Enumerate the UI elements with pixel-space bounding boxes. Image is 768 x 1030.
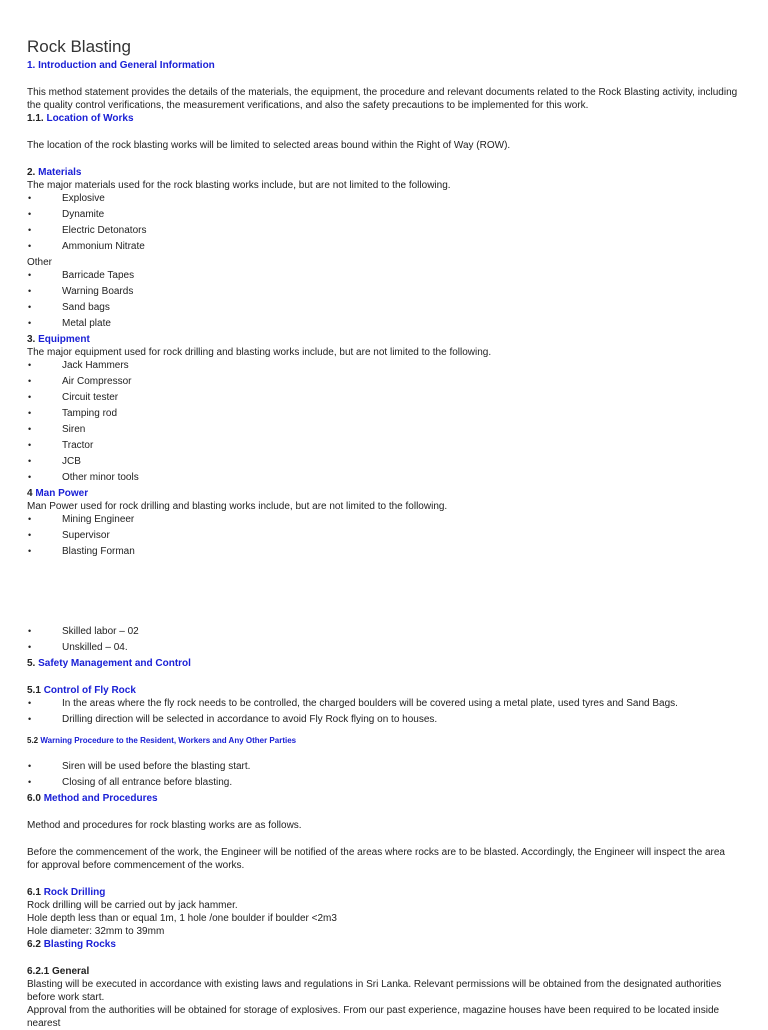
list-item: • Sand bags [27,301,739,314]
warning-list [27,760,739,789]
section-6-p2: Before the commencement of the work, the Engineer will be notified of the areas where rocks are to be blasted. Accordingly, the Engineer will inspect the area for approval before commencement of the works. [27,847,725,871]
fly-rock-list [27,697,739,726]
rock-drilling-line: Hole diameter: 32mm to 39mm [27,926,165,937]
section-1-1-heading: 1.1. Location of Works [27,113,134,124]
list-item: • Electric Detonators [27,224,739,237]
list-item: • Dynamite [27,208,739,221]
list-item: • Mining Engineer [27,513,739,526]
list-item: • Metal plate [27,317,739,330]
section-5-heading: 5. Safety Management and Control [27,658,191,669]
section-1-body: This method statement provides the details of the materials, the equipment, the procedure and relevant documents related to the Rock Blasting activity, including the quality control verifications, the measurement verifications, and also the safety precautions to be implemented for this work. [27,87,738,111]
section-5-1-heading: 5.1 Control of Fly Rock [27,685,136,696]
other-label: Other [27,257,53,268]
list-item: • Barricade Tapes [27,269,739,282]
list-item: • Siren will be used before the blasting start. [27,760,739,773]
section-3-intro: The major equipment used for rock drilling and blasting works include, but are not limited to the following. [27,347,492,358]
list-item: • Closing of all entrance before blasting. [27,776,739,789]
list-item: • Tractor [27,439,739,452]
list-item: • Skilled labor – 02 [27,625,739,638]
list-item: • Unskilled – 04. [27,641,739,654]
section-2-intro: The major materials used for the rock blasting works include, but are not limited to the following. [27,180,451,191]
materials-list [27,192,739,253]
equipment-list [27,359,739,484]
list-item: • Tamping rod [27,407,739,420]
section-6-2-1-heading: 6.2.1 General [27,966,90,977]
labor-list [27,625,739,654]
list-item: • Blasting Forman [27,545,739,558]
section-6-p1: Method and procedures for rock blasting works are as follows. [27,820,302,831]
other-materials-list [27,269,739,330]
section-6-2-1-p1: Blasting will be executed in accordance with existing laws and regulations in Sri Lanka. Relevant permissions will be obtained from the designated authorities before work start. [27,979,722,1003]
document-page [27,36,739,1030]
list-item: • Circuit tester [27,391,739,404]
list-item: • Supervisor [27,529,739,542]
rock-drilling-line: Rock drilling will be carried out by jack hammer. [27,900,238,911]
section-6-2-1-p2: Approval from the authorities will be obtained for storage of explosives. From our past experience, magazine houses have been required to be located inside nearest [27,1005,720,1029]
rock-drilling-line: Hole depth less than or equal 1m, 1 hole /one boulder if boulder <2m3 [27,913,337,924]
manpower-list [27,513,739,558]
section-6-1-heading: 6.1 Rock Drilling [27,887,106,898]
list-item: • Ammonium Nitrate [27,240,739,253]
section-1-1-body: The location of the rock blasting works will be limited to selected areas bound within the Right of Way (ROW). [27,140,511,151]
page-title: Rock Blasting [27,37,131,56]
list-item: • Explosive [27,192,739,205]
section-4-intro: Man Power used for rock drilling and blasting works include, but are not limited to the following. [27,501,448,512]
list-item: • Air Compressor [27,375,739,388]
section-6-2-heading: 6.2 Blasting Rocks [27,939,116,950]
section-2-heading: 2. Materials [27,167,82,178]
list-item: • JCB [27,455,739,468]
list-item: • Drilling direction will be selected in accordance to avoid Fly Rock flying on to houses. [27,713,739,726]
section-1-heading: 1. Introduction and General Information [27,60,215,71]
section-4-heading: 4 Man Power [27,488,89,499]
list-item: • Warning Boards [27,285,739,298]
section-3-heading: 3. Equipment [27,334,90,345]
section-6-heading: 6.0 Method and Procedures [27,793,158,804]
list-item: • Siren [27,423,739,436]
list-item: • In the areas where the fly rock needs to be controlled, the charged boulders will be covered using a metal plate, used tyres and Sand Bags. [27,697,739,710]
list-item: • Jack Hammers [27,359,739,372]
section-5-2-heading: 5.2 Warning Procedure to the Resident, Workers and Any Other Parties [27,736,297,745]
list-item: • Other minor tools [27,471,739,484]
